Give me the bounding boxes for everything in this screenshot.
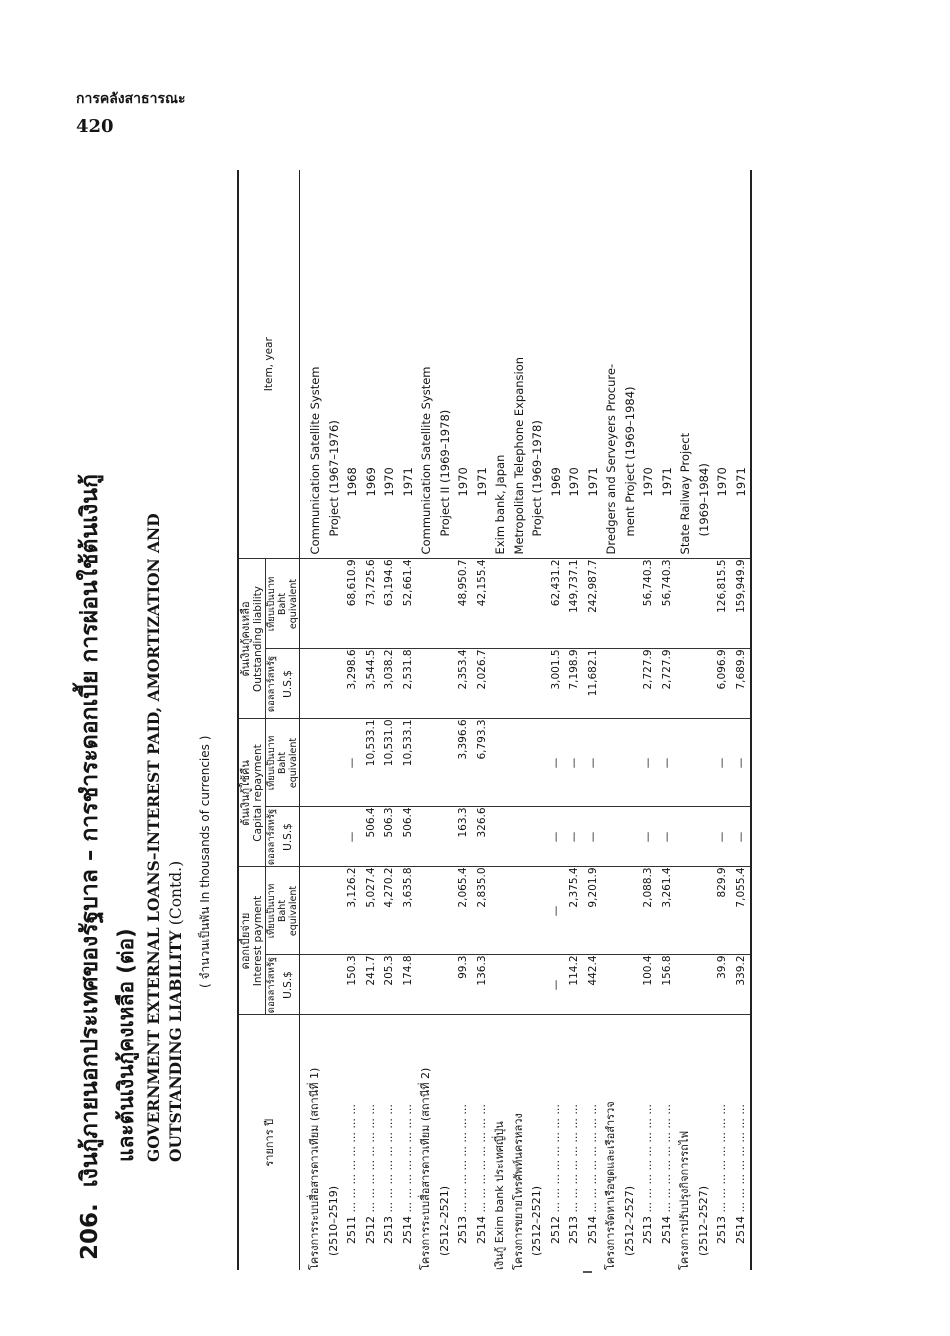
table-row xyxy=(436,170,455,1270)
cell-ol-usd: 6,096.9 xyxy=(713,649,732,719)
cell-ip-baht xyxy=(695,867,714,955)
cell-ol-usd: 2,026.7 xyxy=(473,649,492,719)
ol-baht-eng: Baht equivalent xyxy=(277,559,300,649)
cell-ol-baht: 73,725.6 xyxy=(362,559,381,649)
cell-ol-baht xyxy=(510,559,529,649)
table-row xyxy=(473,170,492,1270)
title-thai-line2: และต้นเงินกู้คงเหลือ (ต่อ) xyxy=(114,928,138,1162)
cell-cr-baht xyxy=(510,719,529,807)
cell-cr-baht xyxy=(528,719,547,807)
cell-cr-usd xyxy=(417,807,436,867)
page-number: 420 xyxy=(76,116,114,137)
row-label-english: Communication Satellite System xyxy=(417,170,436,559)
cell-ip-baht xyxy=(436,867,455,955)
row-label-thai: โครงการจัดหาเรือขุดและเรือสำรวจ xyxy=(604,1101,617,1270)
row-label-english: Communication Satellite System xyxy=(306,170,325,559)
cell-ol-baht xyxy=(676,559,695,649)
cell-ip-baht: 2,835.0 xyxy=(473,867,492,955)
cell-ip-usd xyxy=(306,955,325,1015)
scan-mark xyxy=(583,1271,592,1273)
cell-cr-baht xyxy=(602,719,621,807)
cell-cr-usd xyxy=(436,807,455,867)
row-label-thai: (2512–2527) xyxy=(622,1185,636,1256)
cell-cr-baht: — xyxy=(584,719,603,807)
row-label-english: (1969–1984) xyxy=(695,170,714,559)
cell-ol-baht: 149,737.1 xyxy=(565,559,584,649)
cell-cr-usd: 506.4 xyxy=(362,807,381,867)
cell-cr-usd: — xyxy=(713,807,732,867)
cell-ip-baht: 4,270.2 xyxy=(380,867,399,955)
cell-ol-usd xyxy=(510,649,529,719)
cell-ip-usd: 174.8 xyxy=(399,955,418,1015)
table-row xyxy=(639,170,658,1270)
cell-ip-baht: 7,055.4 xyxy=(732,867,752,955)
table-row xyxy=(380,170,399,1270)
row-label-english: 1970 xyxy=(454,170,473,559)
row-label-thai: เงินกู้ Exim bank ประเทศญี่ปุ่น xyxy=(493,1121,506,1270)
table-row xyxy=(547,170,566,1270)
cell-cr-usd xyxy=(528,807,547,867)
cell-ol-baht: 56,740.3 xyxy=(639,559,658,649)
rotated-table-page xyxy=(60,120,840,1270)
cell-ip-baht xyxy=(676,867,695,955)
cell-cr-usd: — xyxy=(639,807,658,867)
cell-ol-baht xyxy=(695,559,714,649)
cell-ol-usd: 7,198.9 xyxy=(565,649,584,719)
table-row xyxy=(528,170,547,1270)
title-contd: (Contd.) xyxy=(167,860,185,926)
loans-table xyxy=(237,170,752,1270)
cell-ip-baht xyxy=(306,867,325,955)
cell-cr-baht: — xyxy=(732,719,752,807)
cell-ip-baht: 3,635.8 xyxy=(399,867,418,955)
cell-cr-usd: — xyxy=(584,807,603,867)
cell-ol-usd: 3,544.5 xyxy=(362,649,381,719)
cell-ip-baht: 9,201.9 xyxy=(584,867,603,955)
row-label-thai: 2514 ... ... ... ... ... ... ... ... xyxy=(732,1015,752,1270)
row-label-thai: 2514 ... ... ... ... ... ... ... ... xyxy=(400,1104,414,1244)
table-row xyxy=(676,170,695,1270)
cell-cr-baht: — xyxy=(547,719,566,807)
row-label-english: 1969 xyxy=(547,170,566,559)
cell-cr-baht: 10,533.1 xyxy=(362,719,381,807)
cell-ip-baht: 2,088.3 xyxy=(639,867,658,955)
ol-baht-thai: เทียบเป็นบาท xyxy=(266,559,278,649)
table-row xyxy=(454,170,473,1270)
row-label-thai: 2513 ... ... ... ... ... ... ... ... xyxy=(456,1104,469,1244)
row-label-thai: 2514 ... ... ... ... ... ... ... ... xyxy=(474,1104,488,1244)
row-label-thai: 2514 ... ... ... ... ... ... ... ... xyxy=(585,1104,599,1244)
cell-ol-usd xyxy=(528,649,547,719)
row-label-english: 1968 xyxy=(343,170,362,559)
cell-ip-usd: 136.3 xyxy=(473,955,492,1015)
cell-ip-baht xyxy=(528,867,547,955)
ip-baht-thai: เทียบเป็นบาท xyxy=(266,867,278,955)
cell-ip-usd: 442.4 xyxy=(584,955,603,1015)
ip-usd-thai: ดอลลาร์สหรัฐ xyxy=(266,956,277,1014)
cell-ip-usd xyxy=(621,955,640,1015)
ol-usd-eng: U.S.$ xyxy=(277,649,300,719)
table-row xyxy=(325,170,344,1270)
cell-cr-baht xyxy=(436,719,455,807)
cell-ip-baht xyxy=(325,867,344,955)
row-label-thai: โครงการระบบสื่อสารดาวเทียม (สถานีที่ 1) xyxy=(308,1067,321,1270)
cell-cr-baht xyxy=(325,719,344,807)
cell-ip-usd xyxy=(436,955,455,1015)
cell-ip-usd xyxy=(695,955,714,1015)
row-label-thai: 2513 ... ... ... ... ... ... ... ... xyxy=(382,1104,395,1244)
cell-ol-baht: 52,661.4 xyxy=(399,559,418,649)
cell-ol-usd xyxy=(602,649,621,719)
title-english-text: OUTSTANDING LIABILITY xyxy=(166,930,185,1162)
row-label-english: Project (1969–1978) xyxy=(528,170,547,559)
cell-ol-baht: 62,431.2 xyxy=(547,559,566,649)
row-label-english: 1970 xyxy=(565,170,584,559)
outstanding-liability-header: ต้นเงินกู้คงเหลือ Outstanding liability xyxy=(238,559,266,719)
cell-ip-usd xyxy=(602,955,621,1015)
cell-cr-baht: — xyxy=(639,719,658,807)
cell-ol-baht: 159,949.9 xyxy=(732,559,752,649)
cell-cr-usd: — xyxy=(732,807,752,867)
cell-ol-baht: 68,610.9 xyxy=(343,559,362,649)
row-label-english: 1970 xyxy=(639,170,658,559)
title-thai-line1 xyxy=(72,474,108,1260)
table-row xyxy=(584,170,603,1270)
cell-ip-baht: 3,126.2 xyxy=(343,867,362,955)
table-number: 206. xyxy=(77,1203,103,1260)
cell-cr-baht: 10,533.1 xyxy=(399,719,418,807)
cell-cr-baht: — xyxy=(565,719,584,807)
cell-ip-usd xyxy=(510,955,529,1015)
cell-ol-baht xyxy=(491,559,510,649)
cell-cr-usd: — xyxy=(658,807,677,867)
table-row xyxy=(510,170,529,1270)
table-body xyxy=(300,170,752,1270)
cell-cr-baht xyxy=(695,719,714,807)
row-label-thai: 2513 ... ... ... ... ... ... ... ... xyxy=(567,1104,580,1244)
cell-ol-usd: 3,298.6 xyxy=(343,649,362,719)
table-row xyxy=(713,170,732,1270)
cell-ip-usd: 150.3 xyxy=(343,955,362,1015)
cell-ol-usd xyxy=(695,649,714,719)
row-label-english: Project II (1969–1978) xyxy=(436,170,455,559)
cell-ip-usd: 241.7 xyxy=(362,955,381,1015)
cell-ip-usd: 114.2 xyxy=(565,955,584,1015)
cr-baht-eng: Baht equivalent xyxy=(277,719,300,807)
table-row xyxy=(343,170,362,1270)
cell-ol-baht xyxy=(306,559,325,649)
row-label-english: 1970 xyxy=(713,170,732,559)
title-english-line2 xyxy=(166,861,185,1162)
row-label-thai: โครงการระบบสื่อสารดาวเทียม (สถานีที่ 2) xyxy=(419,1067,432,1270)
row-label-thai: โครงการขยายโทรศัพท์นครหลวง xyxy=(511,1113,525,1270)
cell-cr-usd xyxy=(510,807,529,867)
ol-usd-thai: ดอลลาร์สหรัฐ xyxy=(266,649,278,719)
cell-cr-baht: — xyxy=(343,719,362,807)
header-row-groups xyxy=(238,170,266,1270)
row-label-thai: (2512–2527) xyxy=(696,1185,710,1256)
cell-ol-baht: 126,815.5 xyxy=(713,559,732,649)
row-label-thai: 2513 ... ... ... ... ... ... ... ... xyxy=(641,1104,654,1244)
cell-ip-baht xyxy=(602,867,621,955)
ip-baht-eng: Baht equivalent xyxy=(277,867,300,955)
row-label-english: 1969 xyxy=(362,170,381,559)
cell-cr-baht: — xyxy=(713,719,732,807)
unit-note: ( จำนวนเป็นพัน In thousands of currencies ) xyxy=(198,735,212,988)
cell-ol-usd: 2,353.4 xyxy=(454,649,473,719)
cell-ip-baht: 2,375.4 xyxy=(565,867,584,955)
cr-usd-eng: U.S.$ xyxy=(277,807,300,867)
row-label-thai: (2510–2519) xyxy=(326,1185,340,1256)
row-label-english: 1971 xyxy=(584,170,603,559)
row-label-thai: (2512–2521) xyxy=(530,1185,543,1256)
item-english-header: Item, year xyxy=(238,170,300,559)
cell-ip-usd: 39.9 xyxy=(713,955,732,1015)
cell-ol-usd xyxy=(417,649,436,719)
ip-usd-eng: U.S.$ xyxy=(277,955,300,1015)
cell-ip-usd: 205.3 xyxy=(380,955,399,1015)
capital-repayment-header: ต้นเงินกู้ใช้คืน Capital repayment xyxy=(238,719,266,867)
cell-ol-usd: 11,682.1 xyxy=(584,649,603,719)
row-label-english: Metropolitan Telephone Expansion xyxy=(510,170,529,559)
cell-ip-baht xyxy=(621,867,640,955)
cell-ol-usd: 7,689.9 xyxy=(732,649,752,719)
cr-usd-thai: ดอลลาร์สหรัฐ xyxy=(266,808,277,866)
cell-cr-baht xyxy=(676,719,695,807)
cell-ip-usd: 100.4 xyxy=(639,955,658,1015)
row-label-english: 1971 xyxy=(473,170,492,559)
row-label-english: Dredgers and Serveyers Procure- xyxy=(602,170,621,559)
table-row xyxy=(732,170,752,1270)
cell-ip-usd xyxy=(325,955,344,1015)
table-row xyxy=(621,170,640,1270)
cell-cr-baht: 6,793.3 xyxy=(473,719,492,807)
page-category: การคลังสาธารณะ xyxy=(76,91,186,107)
table-row xyxy=(362,170,381,1270)
cell-ol-usd: 2,531.8 xyxy=(399,649,418,719)
cell-ol-baht: 242,987.7 xyxy=(584,559,603,649)
cell-cr-usd xyxy=(325,807,344,867)
row-label-english: Exim bank, Japan xyxy=(491,170,510,559)
cell-ol-usd xyxy=(325,649,344,719)
cell-ol-usd: 2,727.9 xyxy=(658,649,677,719)
cell-ol-baht xyxy=(528,559,547,649)
cell-ip-baht: 3,261.4 xyxy=(658,867,677,955)
cell-ol-usd: 3,001.5 xyxy=(547,649,566,719)
cell-ol-usd xyxy=(436,649,455,719)
cell-ip-baht: 5,027.4 xyxy=(362,867,381,955)
cell-ol-baht xyxy=(325,559,344,649)
table-row xyxy=(658,170,677,1270)
cr-baht-thai: เทียบเป็นบาท xyxy=(266,719,278,807)
cell-cr-usd: 506.4 xyxy=(399,807,418,867)
title-english-line1: GOVERNMENT EXTERNAL LOANS–INTEREST PAID, AMORTIZATION AND xyxy=(144,513,163,1162)
cell-cr-usd: — xyxy=(547,807,566,867)
table-row xyxy=(306,170,325,1270)
table-row xyxy=(602,170,621,1270)
row-label-english: Project (1967–1976) xyxy=(325,170,344,559)
cell-ip-baht xyxy=(491,867,510,955)
cell-ol-usd xyxy=(621,649,640,719)
row-label-english: 1971 xyxy=(399,170,418,559)
row-label-thai: 2512 ... ... ... ... ... ... ... ... xyxy=(363,1104,377,1244)
row-label-thai: 2514 ... ... ... ... ... ... ... ... xyxy=(659,1104,673,1244)
row-label-thai: 2511 ... ... ... ... ... ... ... ... xyxy=(345,1104,358,1244)
table-row xyxy=(399,170,418,1270)
cell-ol-baht: 48,950.7 xyxy=(454,559,473,649)
cell-ip-usd: 156.8 xyxy=(658,955,677,1015)
row-label-english: State Railway Project xyxy=(676,170,695,559)
row-label-thai: โครงการปรับปรุงกิจการรถไฟ xyxy=(678,1130,691,1270)
row-label-thai: (2512–2521) xyxy=(437,1185,451,1256)
cell-ol-baht xyxy=(602,559,621,649)
cell-ol-baht xyxy=(417,559,436,649)
cell-cr-baht xyxy=(306,719,325,807)
cell-ip-usd: 339.2 xyxy=(732,955,752,1015)
cell-ol-usd xyxy=(676,649,695,719)
row-label-english: 1970 xyxy=(380,170,399,559)
cell-cr-usd xyxy=(602,807,621,867)
cell-cr-baht: 10,531.0 xyxy=(380,719,399,807)
row-label-thai: 2513 ... ... ... ... ... ... ... ... xyxy=(715,1104,728,1244)
cell-cr-baht xyxy=(417,719,436,807)
table-row xyxy=(491,170,510,1270)
cell-ip-usd: 99.3 xyxy=(454,955,473,1015)
row-label-thai: 2512 ... ... ... ... ... ... ... ... xyxy=(548,1104,562,1244)
cell-cr-usd xyxy=(306,807,325,867)
interest-payment-header: ดอกเบี้ยจ่าย Interest payment xyxy=(238,867,266,1015)
cell-ip-usd xyxy=(528,955,547,1015)
cell-cr-usd: 163.3 xyxy=(454,807,473,867)
cell-ol-usd: 3,038.2 xyxy=(380,649,399,719)
cell-cr-usd: — xyxy=(343,807,362,867)
cell-ip-usd xyxy=(491,955,510,1015)
cell-cr-usd xyxy=(621,807,640,867)
cell-ip-baht: 2,065.4 xyxy=(454,867,473,955)
cell-ip-baht: 829.9 xyxy=(713,867,732,955)
cell-cr-baht: 3,396.6 xyxy=(454,719,473,807)
title-thai-text: เงินกู้ภายนอกประเทศของรัฐบาล – การชำระดอกเบี้ย การผ่อนใช้ต้นเงินกู้ xyxy=(77,474,103,1188)
cell-ip-baht xyxy=(510,867,529,955)
cell-cr-baht xyxy=(621,719,640,807)
cell-ol-usd: 2,727.9 xyxy=(639,649,658,719)
cell-ip-usd xyxy=(417,955,436,1015)
cell-cr-usd: 326.6 xyxy=(473,807,492,867)
row-label-english: 1971 xyxy=(732,170,752,559)
cell-ip-baht xyxy=(417,867,436,955)
cell-ol-baht xyxy=(621,559,640,649)
cell-ol-baht: 63,194.6 xyxy=(380,559,399,649)
cell-cr-usd: — xyxy=(565,807,584,867)
cell-ip-baht: — xyxy=(547,867,566,955)
cell-ip-usd xyxy=(676,955,695,1015)
cell-cr-usd xyxy=(676,807,695,867)
table-row xyxy=(417,170,436,1270)
cell-cr-usd: 506.3 xyxy=(380,807,399,867)
cell-cr-usd xyxy=(695,807,714,867)
cell-cr-baht: — xyxy=(658,719,677,807)
table-row xyxy=(695,170,714,1270)
item-thai-header: รายการ ปี xyxy=(238,1015,300,1270)
cell-cr-usd xyxy=(491,807,510,867)
cell-ol-baht: 56,740.3 xyxy=(658,559,677,649)
row-label-english: 1971 xyxy=(658,170,677,559)
cell-ip-usd: — xyxy=(547,955,566,1015)
cell-ol-usd xyxy=(491,649,510,719)
table-row xyxy=(565,170,584,1270)
cell-ol-baht: 42,155.4 xyxy=(473,559,492,649)
cell-ol-usd xyxy=(306,649,325,719)
cell-cr-baht xyxy=(491,719,510,807)
row-label-english: ment Project (1969–1984) xyxy=(621,170,640,559)
cell-ol-baht xyxy=(436,559,455,649)
